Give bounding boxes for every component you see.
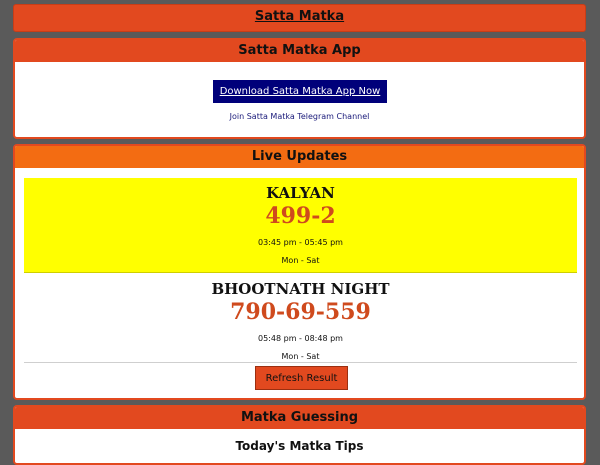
todays-tips-heading: Today's Matka Tips xyxy=(235,439,364,453)
result-time: 05:48 pm - 08:48 pm xyxy=(258,334,343,343)
refresh-result-button[interactable]: Refresh Result xyxy=(255,366,348,390)
result-value: 790-69-559 xyxy=(230,299,371,325)
result-time: 03:45 pm - 05:45 pm xyxy=(258,238,343,247)
site-title-link[interactable]: Satta Matka xyxy=(254,9,345,24)
download-app-button[interactable]: Download Satta Matka App Now xyxy=(213,80,387,103)
app-section xyxy=(13,38,586,139)
result-name: KALYAN xyxy=(266,184,335,202)
live-updates-section xyxy=(13,144,586,400)
matka-guessing-title: Matka Guessing xyxy=(15,407,584,429)
app-section-title: Satta Matka App xyxy=(15,40,584,62)
result-name: BHOOTNATH NIGHT xyxy=(211,280,390,298)
site-header xyxy=(13,4,586,32)
result-days: Mon - Sat xyxy=(281,256,320,265)
result-value: 499-2 xyxy=(265,203,336,229)
live-updates-title: Live Updates xyxy=(15,146,584,168)
result-card-kalyan xyxy=(24,178,577,273)
result-days: Mon - Sat xyxy=(281,352,320,361)
result-card-bhootnath-night xyxy=(24,274,577,363)
matka-guessing-section xyxy=(13,405,586,465)
telegram-channel-link[interactable]: Join Satta Matka Telegram Channel xyxy=(229,112,370,121)
